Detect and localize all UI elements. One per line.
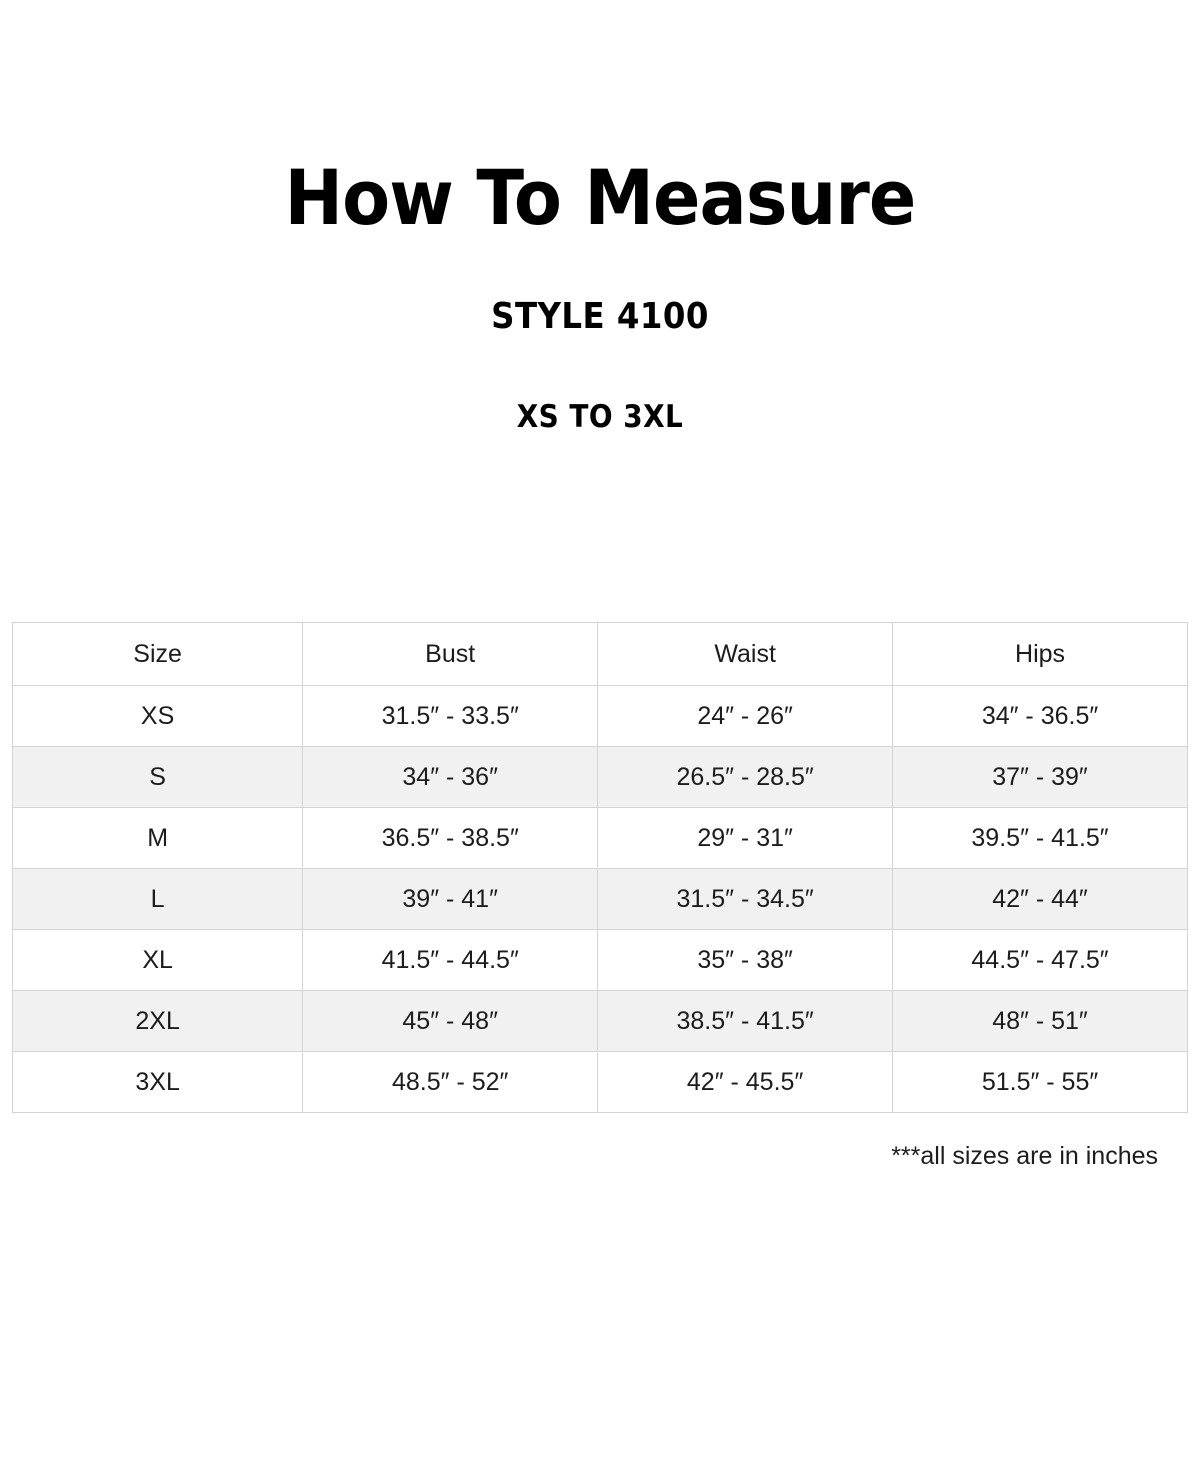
measurement-cell: 38.5″ - 41.5″	[598, 991, 893, 1052]
size-label-cell: 2XL	[13, 991, 303, 1052]
measurement-cell: 44.5″ - 47.5″	[893, 930, 1188, 991]
style-number: STYLE 4100	[491, 295, 709, 337]
measurement-cell: 48″ - 51″	[893, 991, 1188, 1052]
column-header-hips: Hips	[893, 623, 1188, 686]
size-chart-container	[12, 622, 1188, 1113]
size-label-cell: M	[13, 808, 303, 869]
column-header-size: Size	[13, 623, 303, 686]
table-row	[13, 869, 1188, 930]
measurement-cell: 29″ - 31″	[598, 808, 893, 869]
measurement-cell: 39.5″ - 41.5″	[893, 808, 1188, 869]
measurement-cell: 35″ - 38″	[598, 930, 893, 991]
size-label-cell: S	[13, 747, 303, 808]
measurement-cell: 42″ - 44″	[893, 869, 1188, 930]
measurement-cell: 36.5″ - 38.5″	[303, 808, 598, 869]
measurement-cell: 39″ - 41″	[303, 869, 598, 930]
column-header-bust: Bust	[303, 623, 598, 686]
size-range: XS TO 3XL	[516, 398, 684, 435]
size-label-cell: 3XL	[13, 1052, 303, 1113]
size-label-cell: XL	[13, 930, 303, 991]
table-row	[13, 808, 1188, 869]
size-label-cell: XS	[13, 686, 303, 747]
measurement-cell: 34″ - 36.5″	[893, 686, 1188, 747]
size-chart-head	[13, 623, 1188, 686]
measurement-cell: 24″ - 26″	[598, 686, 893, 747]
page-title: How To Measure	[284, 153, 916, 242]
table-row	[13, 930, 1188, 991]
measurement-cell: 41.5″ - 44.5″	[303, 930, 598, 991]
table-row	[13, 747, 1188, 808]
measurement-cell: 37″ - 39″	[893, 747, 1188, 808]
measurement-cell: 42″ - 45.5″	[598, 1052, 893, 1113]
units-footnote: ***all sizes are in inches	[891, 1142, 1158, 1170]
measurement-cell: 34″ - 36″	[303, 747, 598, 808]
size-label-cell: L	[13, 869, 303, 930]
table-header-row	[13, 623, 1188, 686]
measurement-cell: 45″ - 48″	[303, 991, 598, 1052]
size-chart-body	[13, 686, 1188, 1113]
measurement-cell: 51.5″ - 55″	[893, 1052, 1188, 1113]
table-row	[13, 686, 1188, 747]
table-row	[13, 991, 1188, 1052]
size-chart-table	[12, 622, 1188, 1113]
table-row	[13, 1052, 1188, 1113]
measurement-cell: 26.5″ - 28.5″	[598, 747, 893, 808]
measurement-cell: 31.5″ - 33.5″	[303, 686, 598, 747]
measurement-cell: 31.5″ - 34.5″	[598, 869, 893, 930]
measurement-cell: 48.5″ - 52″	[303, 1052, 598, 1113]
column-header-waist: Waist	[598, 623, 893, 686]
